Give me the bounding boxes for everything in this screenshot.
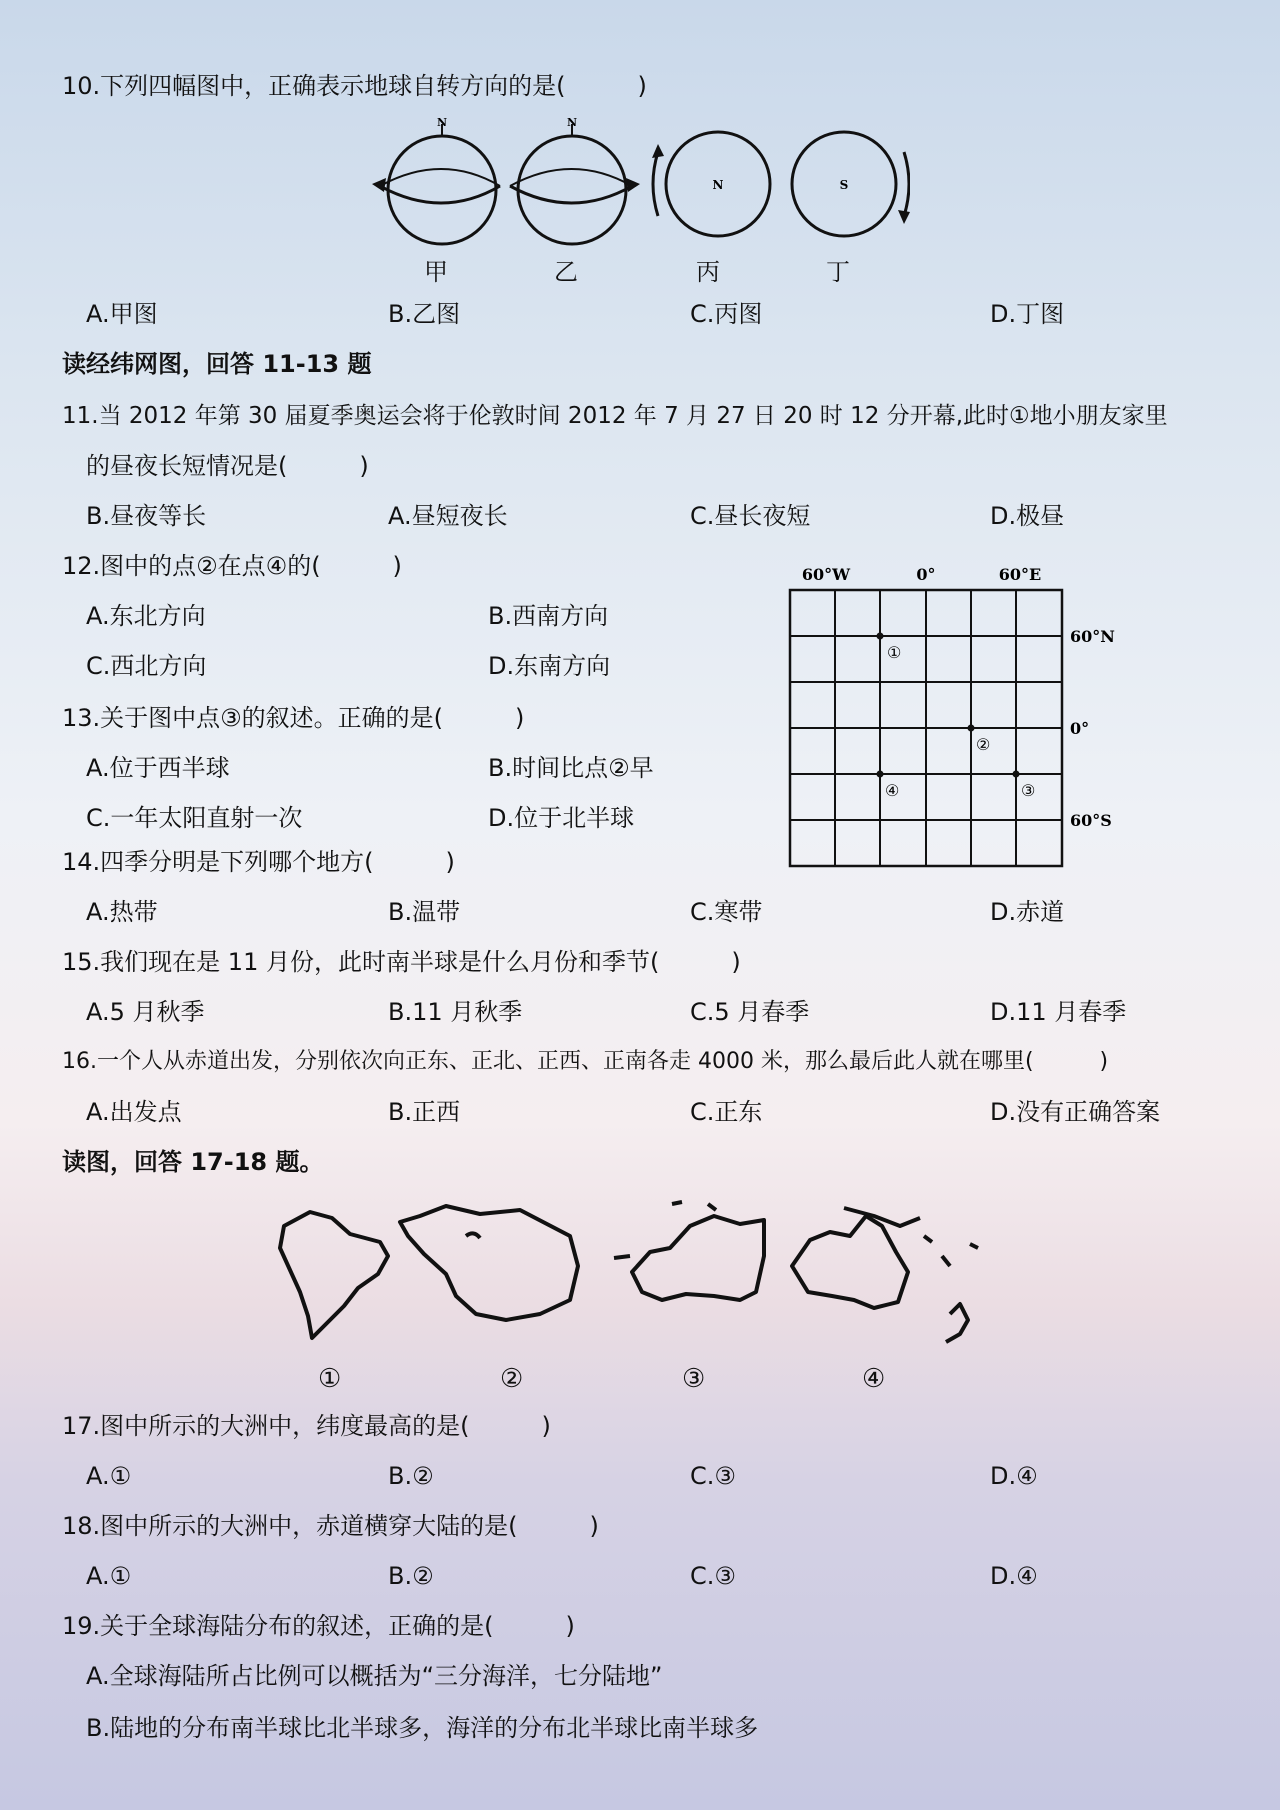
- continent-outlines: [270, 1196, 1010, 1346]
- q18-option-b[interactable]: B.②: [388, 1562, 434, 1590]
- continent-europe: [632, 1216, 764, 1300]
- q19-option-a[interactable]: A.全球海陆所占比例可以概括为“三分海洋，七分陆地”: [86, 1662, 663, 1690]
- globe-jia: [372, 116, 500, 244]
- lon-label-0: 0°: [916, 565, 936, 584]
- q13-option-c[interactable]: C.一年太阳直射一次: [86, 804, 303, 832]
- q17-option-b[interactable]: B.②: [388, 1462, 434, 1490]
- q19-option-b[interactable]: B.陆地的分布南半球比北半球多，海洋的分布北半球比南半球多: [86, 1714, 759, 1742]
- q15-option-a[interactable]: A.5 月秋季: [86, 998, 205, 1026]
- q18-stem: 18.图中所示的大洲中，赤道横穿大陆的是( ): [62, 1512, 599, 1540]
- q19-stem: 19.关于全球海陆分布的叙述，正确的是( ): [62, 1612, 575, 1640]
- globe-label-ding: 丁: [826, 258, 850, 286]
- globe-yi-n: N: [566, 116, 578, 129]
- q12-stem: 12.图中的点②在点④的( ): [62, 552, 402, 580]
- q12-option-b[interactable]: B.西南方向: [488, 602, 609, 630]
- continent-label-2: ②: [500, 1364, 524, 1394]
- q10-option-d[interactable]: D.丁图: [990, 300, 1065, 328]
- q15-option-c[interactable]: C.5 月春季: [690, 998, 810, 1026]
- q16-stem: 16.一个人从赤道出发，分别依次向正东、正北、正西、正南各走 4000 米，那么最后此人就在哪里( ): [62, 1049, 1109, 1074]
- q18-option-d[interactable]: D.④: [990, 1562, 1038, 1590]
- q12-option-d[interactable]: D.东南方向: [488, 652, 611, 680]
- q13-option-d[interactable]: D.位于北半球: [488, 804, 635, 832]
- q14-stem: 14.四季分明是下列哪个地方( ): [62, 848, 455, 876]
- q17-option-a[interactable]: A.①: [86, 1462, 132, 1490]
- grid-point-4: ④: [885, 781, 900, 800]
- q11-option-d[interactable]: D.极昼: [990, 502, 1065, 530]
- lat-lon-grid-map: [780, 560, 1120, 880]
- q15-option-d[interactable]: D.11 月春季: [990, 998, 1127, 1026]
- continent-australia: [792, 1216, 908, 1308]
- q17-option-d[interactable]: D.④: [990, 1462, 1038, 1490]
- lon-label-60e: 60°E: [998, 565, 1042, 584]
- lat-label-0: 0°: [1070, 719, 1090, 738]
- q10-option-c[interactable]: C.丙图: [690, 300, 763, 328]
- q17-stem: 17.图中所示的大洲中，纬度最高的是( ): [62, 1412, 551, 1440]
- q16-option-b[interactable]: B.正西: [388, 1098, 461, 1126]
- q15-option-b[interactable]: B.11 月秋季: [388, 998, 523, 1026]
- globe-jia-n: N: [436, 116, 448, 129]
- q16-option-c[interactable]: C.正东: [690, 1098, 763, 1126]
- grid-point-1: ①: [887, 643, 902, 662]
- globe-label-bing: 丙: [696, 258, 720, 286]
- q10-option-b[interactable]: B.乙图: [388, 300, 461, 328]
- q14-option-a[interactable]: A.热带: [86, 898, 158, 926]
- q16-option-a[interactable]: A.出发点: [86, 1098, 182, 1126]
- globe-label-yi: 乙: [554, 258, 578, 286]
- globe-label-jia: 甲: [424, 258, 448, 286]
- q18-option-a[interactable]: A.①: [86, 1562, 132, 1590]
- q11-option-b[interactable]: B.昼夜等长: [86, 502, 207, 530]
- continent-antarctica: [400, 1206, 578, 1320]
- continent-label-1: ①: [318, 1364, 342, 1394]
- q14-option-d[interactable]: D.赤道: [990, 898, 1065, 926]
- continent-label-4: ④: [862, 1364, 886, 1394]
- globe-bing-n: N: [712, 178, 724, 192]
- globe-ding: [792, 132, 910, 236]
- q15-stem: 15.我们现在是 11 月份，此时南半球是什么月份和季节( ): [62, 948, 741, 976]
- q16-option-d[interactable]: D.没有正确答案: [990, 1098, 1161, 1126]
- q18-option-c[interactable]: C.③: [690, 1562, 736, 1590]
- globe-yi: [510, 116, 640, 244]
- lon-label-60w: 60°W: [801, 565, 851, 584]
- q12-option-a[interactable]: A.东北方向: [86, 602, 206, 630]
- q11-option-a[interactable]: A.昼短夜长: [388, 502, 508, 530]
- q11-stem-line2: 的昼夜长短情况是( ): [86, 452, 369, 480]
- globe-bing: [652, 132, 770, 236]
- continent-south-america: [280, 1212, 388, 1338]
- q11-stem-line1: 11.当 2012 年第 30 届夏季奥运会将于伦敦时间 2012 年 7 月 27 日 20 时 12 分开幕,此时①地小朋友家里: [62, 403, 1168, 429]
- q12-option-c[interactable]: C.西北方向: [86, 652, 207, 680]
- q13-stem: 13.关于图中点③的叙述。正确的是( ): [62, 704, 525, 732]
- q11-option-c[interactable]: C.昼长夜短: [690, 502, 811, 530]
- section-17-18-heading: 读图，回答 17-18 题。: [62, 1148, 324, 1176]
- section-11-13-heading: 读经纬网图，回答 11-13 题: [62, 350, 372, 378]
- q14-option-b[interactable]: B.温带: [388, 898, 461, 926]
- q17-option-c[interactable]: C.③: [690, 1462, 736, 1490]
- q13-option-b[interactable]: B.时间比点②早: [488, 754, 654, 782]
- grid-point-2: ②: [976, 735, 991, 754]
- q14-option-c[interactable]: C.寒带: [690, 898, 763, 926]
- q10-stem: 10.下列四幅图中，正确表示地球自转方向的是( ): [62, 72, 647, 100]
- globe-ding-s: S: [839, 178, 849, 192]
- q10-option-a[interactable]: A.甲图: [86, 300, 158, 328]
- lat-label-60s: 60°S: [1070, 811, 1112, 830]
- grid-point-3: ③: [1021, 781, 1036, 800]
- lat-label-60n: 60°N: [1070, 627, 1115, 646]
- q13-option-a[interactable]: A.位于西半球: [86, 754, 230, 782]
- continent-label-3: ③: [682, 1364, 706, 1394]
